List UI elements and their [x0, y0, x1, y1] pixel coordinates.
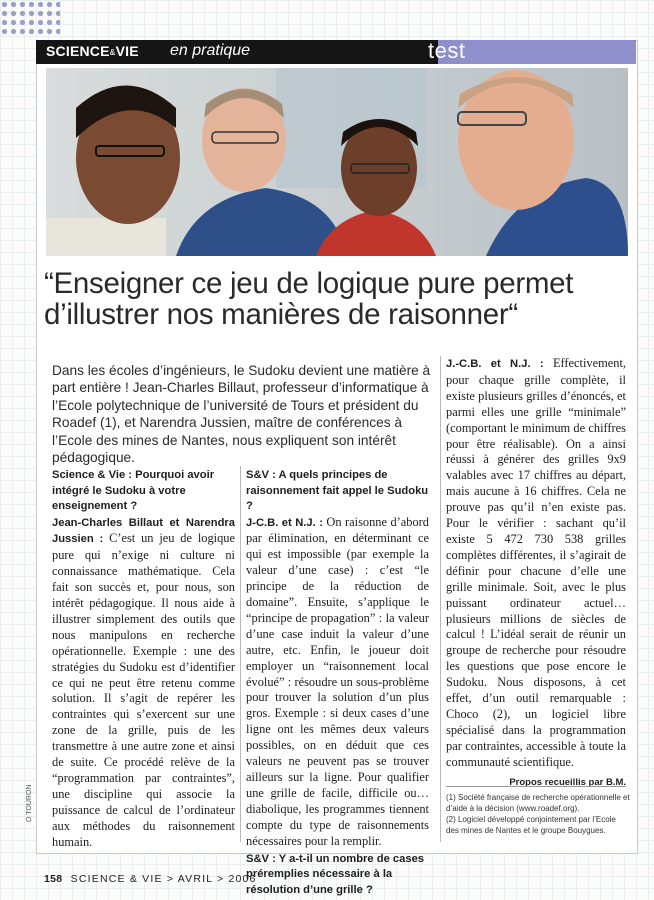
answer-3-text: Effectivement, pour chaque grille complète, il existe plusieurs grilles d’énoncés, et parmi elles une grille “minimale” (comportant le minimum de chiffres pour être réalisable). On a ainsi réussi à générer des grilles 9x9 valables avec 17 chiffres au départ, mais aucune à 16 chiffres. Cela ne prouve pas qu’il n’en existe pas. Pour le vérifier : sachant qu’il existe 5 472 730 538 grilles complètes différentes, il s’agirait de définir pour chacune d’elle une grille minimale. Soit, avec le plus puissant ordinateur actuel… plusieurs millions de siècles de calcul ! L’idéal serait de réunir un groupe de recherche pour résoudre les questions que pose encore le Sudoku. Nous disposons, à cet effet, d’un outil remarquable : Choco (2), un logiciel libre spécialisé dans la programmation par contraintes, accessible à toute la communauté scientifique. [446, 356, 626, 769]
section-tag: test [428, 38, 466, 63]
footnote-2: (2) Logiciel développé conjointement par l’Ecole des mines de Nantes et le groupe Bouygues. [446, 815, 616, 835]
page-footer [44, 873, 257, 885]
answer-2-text: On raisonne d’abord par élimination, en déterminant ce qui est impossible (par exemple la valeur d’une case) : c’est “le principe de la réduction de domaine”. Ensuite, s’applique le “principe de propagation” : la valeur d’une case induit la valeur d’une autre, etc. Enfin, le joueur doit employer un “raisonnement local évolué” : résoudre un sous-problème pour trouver la solution d’un plus gros. Exemple : si deux cases d’une ligne ont les mêmes deux valeurs possibles, on en déduit que ces valeurs ne peuvent pas se trouver ailleurs sur la ligne. Pour qualifier une grille de facile, difficile ou… diabolique, les programmes tiennent compte du type de raisonnements nécessaires pour la remplir. [246, 514, 429, 848]
article-column-2 [246, 468, 429, 898]
section-banner [36, 40, 636, 64]
answer-1-speaker: Jean-Charles Billaut et Narendra Jussien : [52, 516, 235, 546]
interview-signature: Propos recueillis par B.M. [509, 776, 626, 788]
page-number: 158 [44, 873, 63, 885]
question-2: S&V : A quels principes de raisonnement fait appel le Sudoku ? [246, 469, 429, 512]
answer-1-text: C’est un jeu de logique pure qui n’exige ni culture ni connaissance mathématique. Cela fait son succès et, pour nous, son intérêt pédagogique. Il nous aide à illustrer simplement des outils que nous manipulons en recherche opérationnelle. Exemple : une des stratégies du Sudoku est d’identifier ce qui ne peut être retenu comme solution. Il s’agit de repérer les contraintes qui s’exercent sur une zone de la grille, puis de les transmettre à une autre zone et ainsi de suite. Ce procédé relève de la “programmation par contraintes”, une discipline qui associe la puissance de calcul de l’ordinateur aux méthodes du raisonnement humain. [52, 531, 235, 849]
answer-3 [446, 356, 626, 771]
answer-3-speaker: J.-C.B. et N.J. : [446, 358, 544, 370]
banner-tag-band [438, 40, 636, 64]
answer-2 [246, 515, 429, 850]
footnotes [446, 786, 630, 836]
question-1: Science & Vie : Pourquoi avoir intégré le Sudoku à votre enseignement ? [52, 469, 215, 512]
interview-photo [46, 68, 628, 256]
column-divider [240, 466, 241, 842]
magazine-logo: SCIENCE&VIE [46, 43, 139, 59]
question-3: S&V : Y a-t-il un nombre de cases préremplies nécessaire à la résolution d’une grille ? [246, 852, 425, 896]
intro-paragraph: Dans les écoles d’ingénieurs, le Sudoku devient une matière à part entière ! Jean-Charles Billaut, professeur d’informatique à l’Ecole polytechnique de l’université de Tours et président du Roadef (1), et Narendra Jussien, maître de conférences à l’Ecole des mines de Nantes, nous expliquent son intérêt pédagogique. [52, 363, 431, 466]
photo-credit [26, 810, 33, 822]
article-column-1 [52, 468, 235, 851]
footer-issue: SCIENCE & VIE > AVRIL > 2006 [70, 873, 257, 885]
section-title: en pratique [170, 42, 251, 59]
column-divider [440, 356, 441, 842]
article-column-3 [446, 356, 626, 790]
corner-dot-pattern [0, 0, 60, 36]
footnote-1: (1) Société française de recherche opérationnelle et d’aide à la décision (www.roadef.org). [446, 793, 630, 813]
headline-quote: “Enseigner ce jeu de logique pure permet d’illustrer nos manières de raisonner“ [44, 267, 574, 331]
answer-1 [52, 515, 235, 851]
answer-2-speaker: J-C.B. et N.J. : [246, 516, 323, 529]
footnote-separator [446, 786, 626, 787]
